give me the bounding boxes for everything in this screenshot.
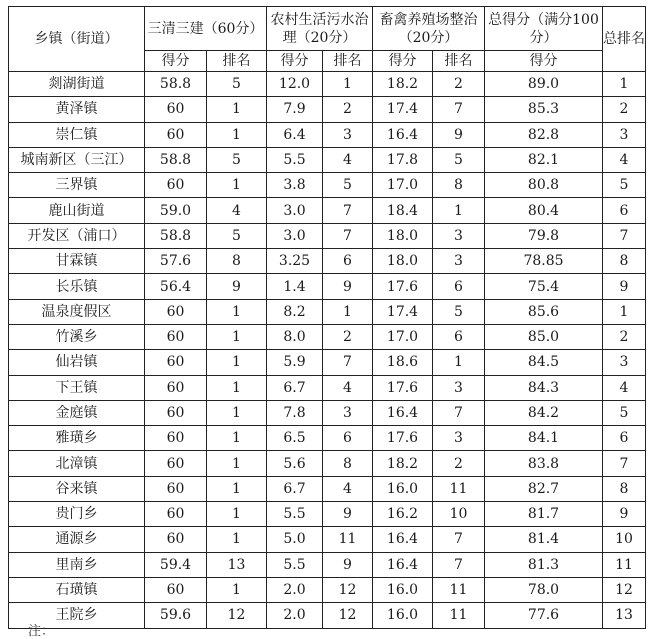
cell-total-score: 81.3 <box>485 552 603 577</box>
cell-sewage-rank: 1 <box>323 299 373 324</box>
cell-sewage-rank: 4 <box>323 476 373 501</box>
cell-livestock-rank: 2 <box>433 72 485 97</box>
table-row <box>9 122 646 147</box>
cell-sewage-score: 7.8 <box>267 400 323 425</box>
cell-livestock-rank: 7 <box>433 527 485 552</box>
cell-sanqing-score: 60 <box>145 527 207 552</box>
cell-sewage-rank: 9 <box>323 274 373 299</box>
cell-overall-rank: 4 <box>603 375 646 400</box>
header-overall-rank: 总排名 <box>603 7 646 72</box>
cell-livestock-rank: 10 <box>433 502 485 527</box>
cell-livestock-score: 16.4 <box>373 552 433 577</box>
cell-sanqing-rank: 12 <box>207 603 267 628</box>
cell-livestock-score: 16.4 <box>373 400 433 425</box>
cell-sewage-score: 5.9 <box>267 350 323 375</box>
cell-sanqing-rank: 1 <box>207 476 267 501</box>
table-row <box>9 72 646 97</box>
cell-overall-rank: 5 <box>603 173 646 198</box>
cell-sewage-score: 8.2 <box>267 299 323 324</box>
cell-overall-rank: 6 <box>603 198 646 223</box>
cell-total-score: 84.3 <box>485 375 603 400</box>
cell-sanqing-rank: 5 <box>207 72 267 97</box>
cell-livestock-score: 18.0 <box>373 223 433 248</box>
cell-livestock-score: 18.0 <box>373 249 433 274</box>
cell-sanqing-score: 60 <box>145 350 207 375</box>
cell-sanqing-rank: 1 <box>207 577 267 602</box>
cell-sanqing-score: 58.8 <box>145 147 207 172</box>
cell-sewage-score: 3.0 <box>267 198 323 223</box>
table-row <box>9 400 646 425</box>
cell-total-score: 84.5 <box>485 350 603 375</box>
cell-sewage-score: 3.8 <box>267 173 323 198</box>
cell-livestock-score: 16.0 <box>373 577 433 602</box>
cell-sewage-score: 12.0 <box>267 72 323 97</box>
cell-overall-rank: 9 <box>603 502 646 527</box>
cell-town: 谷来镇 <box>9 476 145 501</box>
cell-total-score: 84.2 <box>485 400 603 425</box>
cell-sanqing-score: 60 <box>145 400 207 425</box>
table-row <box>9 451 646 476</box>
cell-town: 下王镇 <box>9 375 145 400</box>
cell-sanqing-rank: 1 <box>207 173 267 198</box>
cell-livestock-score: 16.2 <box>373 502 433 527</box>
table-row <box>9 476 646 501</box>
cell-total-score: 78.85 <box>485 249 603 274</box>
table-row <box>9 147 646 172</box>
cell-livestock-rank: 6 <box>433 274 485 299</box>
cell-sanqing-rank: 8 <box>207 249 267 274</box>
cell-total-score: 89.0 <box>485 72 603 97</box>
cell-sanqing-score: 60 <box>145 426 207 451</box>
cell-livestock-score: 17.6 <box>373 375 433 400</box>
cell-total-score: 79.8 <box>485 223 603 248</box>
cell-sewage-score: 7.9 <box>267 97 323 122</box>
header-group-total: 总得分（满分100分） <box>485 7 603 51</box>
cell-sanqing-rank: 13 <box>207 552 267 577</box>
table-row <box>9 198 646 223</box>
cell-livestock-rank: 11 <box>433 603 485 628</box>
cell-sewage-rank: 3 <box>323 122 373 147</box>
table-body <box>9 72 646 629</box>
cell-overall-rank: 2 <box>603 97 646 122</box>
cell-sanqing-score: 60 <box>145 299 207 324</box>
cell-town: 仙岩镇 <box>9 350 145 375</box>
cell-sanqing-score: 58.8 <box>145 223 207 248</box>
cell-sanqing-score: 59.0 <box>145 198 207 223</box>
cell-sewage-rank: 2 <box>323 324 373 349</box>
cell-livestock-rank: 3 <box>433 375 485 400</box>
cell-livestock-rank: 6 <box>433 324 485 349</box>
cell-sanqing-score: 60 <box>145 577 207 602</box>
cell-sanqing-score: 59.4 <box>145 552 207 577</box>
cell-sewage-score: 6.5 <box>267 426 323 451</box>
cell-sewage-rank: 6 <box>323 249 373 274</box>
cell-total-score: 83.8 <box>485 451 603 476</box>
cell-overall-rank: 1 <box>603 299 646 324</box>
table-row <box>9 173 646 198</box>
cell-livestock-score: 17.4 <box>373 299 433 324</box>
cell-total-score: 85.6 <box>485 299 603 324</box>
cell-livestock-score: 16.0 <box>373 476 433 501</box>
cell-overall-rank: 8 <box>603 476 646 501</box>
cell-town: 王院乡 <box>9 603 145 628</box>
cell-sanqing-score: 60 <box>145 324 207 349</box>
cell-town: 崇仁镇 <box>9 122 145 147</box>
cell-sanqing-score: 56.4 <box>145 274 207 299</box>
cell-sewage-rank: 4 <box>323 147 373 172</box>
cell-overall-rank: 6 <box>603 426 646 451</box>
cell-sanqing-score: 58.8 <box>145 72 207 97</box>
cell-sewage-score: 8.0 <box>267 324 323 349</box>
cell-sewage-rank: 8 <box>323 451 373 476</box>
cell-overall-rank: 5 <box>603 400 646 425</box>
cell-livestock-rank: 5 <box>433 299 485 324</box>
cell-sanqing-score: 57.6 <box>145 249 207 274</box>
cell-sewage-score: 6.7 <box>267 375 323 400</box>
table-row <box>9 249 646 274</box>
cell-sewage-rank: 5 <box>323 173 373 198</box>
cell-sewage-score: 3.25 <box>267 249 323 274</box>
cell-sewage-rank: 2 <box>323 97 373 122</box>
cell-total-score: 82.7 <box>485 476 603 501</box>
cell-sanqing-rank: 1 <box>207 451 267 476</box>
cell-livestock-score: 16.0 <box>373 603 433 628</box>
cell-sanqing-score: 60 <box>145 375 207 400</box>
cell-sanqing-rank: 1 <box>207 527 267 552</box>
cell-livestock-score: 18.4 <box>373 198 433 223</box>
cell-sanqing-score: 59.6 <box>145 603 207 628</box>
cell-overall-rank: 3 <box>603 122 646 147</box>
cell-livestock-rank: 11 <box>433 476 485 501</box>
header-group-livestock: 畜禽养殖场整治（20分） <box>373 7 485 51</box>
cell-total-score: 81.7 <box>485 502 603 527</box>
cell-livestock-score: 17.6 <box>373 274 433 299</box>
cell-sanqing-score: 60 <box>145 451 207 476</box>
cell-town: 城南新区（三江） <box>9 147 145 172</box>
cell-town: 贵门乡 <box>9 502 145 527</box>
subheader-score: 得分 <box>485 51 603 72</box>
score-table <box>8 6 646 629</box>
cell-livestock-rank: 3 <box>433 249 485 274</box>
score-table-container <box>8 6 646 629</box>
cell-overall-rank: 3 <box>603 350 646 375</box>
cell-livestock-rank: 9 <box>433 122 485 147</box>
table-row <box>9 502 646 527</box>
table-row <box>9 577 646 602</box>
cell-sanqing-rank: 1 <box>207 350 267 375</box>
subheader-rank: 排名 <box>433 51 485 72</box>
cell-livestock-score: 17.6 <box>373 426 433 451</box>
cell-overall-rank: 8 <box>603 249 646 274</box>
cell-sanqing-rank: 1 <box>207 400 267 425</box>
subheader-rank: 排名 <box>323 51 373 72</box>
cell-sanqing-rank: 1 <box>207 375 267 400</box>
cell-sewage-rank: 9 <box>323 552 373 577</box>
cell-sanqing-rank: 1 <box>207 122 267 147</box>
cell-total-score: 82.1 <box>485 147 603 172</box>
cell-sanqing-score: 60 <box>145 476 207 501</box>
cell-overall-rank: 12 <box>603 577 646 602</box>
cell-sewage-rank: 12 <box>323 603 373 628</box>
cell-sewage-rank: 4 <box>323 375 373 400</box>
cell-livestock-rank: 5 <box>433 147 485 172</box>
cell-sewage-score: 5.6 <box>267 451 323 476</box>
cell-livestock-rank: 8 <box>433 173 485 198</box>
cell-town: 开发区（浦口） <box>9 223 145 248</box>
cell-sewage-rank: 7 <box>323 198 373 223</box>
cell-livestock-score: 17.8 <box>373 147 433 172</box>
cell-total-score: 81.4 <box>485 527 603 552</box>
cell-overall-rank: 4 <box>603 147 646 172</box>
cell-town: 黄泽镇 <box>9 97 145 122</box>
cell-sanqing-score: 60 <box>145 502 207 527</box>
cell-livestock-rank: 2 <box>433 451 485 476</box>
cell-sewage-score: 1.4 <box>267 274 323 299</box>
header-group-sewage: 农村生活污水治理（20分） <box>267 7 373 51</box>
cell-livestock-rank: 7 <box>433 552 485 577</box>
subheader-score: 得分 <box>267 51 323 72</box>
cell-sanqing-rank: 5 <box>207 147 267 172</box>
cell-sanqing-rank: 1 <box>207 97 267 122</box>
cell-town: 鹿山街道 <box>9 198 145 223</box>
cell-livestock-score: 16.4 <box>373 122 433 147</box>
header-town: 乡镇（街道） <box>9 7 145 72</box>
cell-livestock-rank: 1 <box>433 198 485 223</box>
cell-total-score: 84.1 <box>485 426 603 451</box>
cell-overall-rank: 10 <box>603 527 646 552</box>
cell-total-score: 80.4 <box>485 198 603 223</box>
cell-livestock-score: 17.0 <box>373 324 433 349</box>
cell-sewage-score: 5.5 <box>267 552 323 577</box>
cell-sanqing-rank: 1 <box>207 502 267 527</box>
cell-total-score: 85.0 <box>485 324 603 349</box>
table-note: 注： <box>28 624 55 639</box>
cell-town: 雅璜乡 <box>9 426 145 451</box>
table-row <box>9 274 646 299</box>
cell-sewage-score: 5.0 <box>267 527 323 552</box>
cell-livestock-score: 18.2 <box>373 451 433 476</box>
cell-sanqing-rank: 1 <box>207 299 267 324</box>
cell-overall-rank: 1 <box>603 72 646 97</box>
cell-livestock-score: 18.6 <box>373 350 433 375</box>
table-row <box>9 299 646 324</box>
cell-sewage-score: 2.0 <box>267 577 323 602</box>
subheader-score: 得分 <box>145 51 207 72</box>
cell-sewage-rank: 11 <box>323 527 373 552</box>
cell-sewage-rank: 3 <box>323 400 373 425</box>
cell-sewage-rank: 12 <box>323 577 373 602</box>
cell-sanqing-rank: 9 <box>207 274 267 299</box>
cell-total-score: 85.3 <box>485 97 603 122</box>
cell-town: 温泉度假区 <box>9 299 145 324</box>
table-row <box>9 223 646 248</box>
cell-livestock-score: 17.4 <box>373 97 433 122</box>
cell-livestock-score: 17.0 <box>373 173 433 198</box>
subheader-rank: 排名 <box>207 51 267 72</box>
cell-livestock-rank: 3 <box>433 223 485 248</box>
cell-livestock-rank: 7 <box>433 97 485 122</box>
cell-town: 甘霖镇 <box>9 249 145 274</box>
cell-total-score: 77.6 <box>485 603 603 628</box>
table-row <box>9 426 646 451</box>
cell-sewage-score: 2.0 <box>267 603 323 628</box>
cell-overall-rank: 7 <box>603 451 646 476</box>
table-row <box>9 324 646 349</box>
cell-town: 长乐镇 <box>9 274 145 299</box>
cell-total-score: 80.8 <box>485 173 603 198</box>
cell-livestock-rank: 7 <box>433 400 485 425</box>
cell-town: 竹溪乡 <box>9 324 145 349</box>
cell-sewage-score: 3.0 <box>267 223 323 248</box>
table-row <box>9 375 646 400</box>
cell-sewage-score: 6.7 <box>267 476 323 501</box>
table-row <box>9 552 646 577</box>
cell-livestock-score: 16.4 <box>373 527 433 552</box>
cell-sanqing-rank: 1 <box>207 324 267 349</box>
cell-livestock-rank: 11 <box>433 577 485 602</box>
cell-overall-rank: 2 <box>603 324 646 349</box>
cell-sewage-score: 5.5 <box>267 502 323 527</box>
cell-sanqing-score: 60 <box>145 122 207 147</box>
cell-sewage-rank: 7 <box>323 350 373 375</box>
cell-total-score: 75.4 <box>485 274 603 299</box>
cell-sewage-score: 5.5 <box>267 147 323 172</box>
cell-sanqing-score: 60 <box>145 97 207 122</box>
cell-sanqing-rank: 1 <box>207 426 267 451</box>
cell-overall-rank: 13 <box>603 603 646 628</box>
table-row <box>9 97 646 122</box>
table-row <box>9 350 646 375</box>
cell-sewage-score: 6.4 <box>267 122 323 147</box>
cell-town: 里南乡 <box>9 552 145 577</box>
cell-sewage-rank: 9 <box>323 502 373 527</box>
cell-sewage-rank: 7 <box>323 223 373 248</box>
cell-town: 北漳镇 <box>9 451 145 476</box>
cell-overall-rank: 9 <box>603 274 646 299</box>
cell-town: 剡湖街道 <box>9 72 145 97</box>
cell-total-score: 78.0 <box>485 577 603 602</box>
cell-sanqing-rank: 4 <box>207 198 267 223</box>
cell-town: 金庭镇 <box>9 400 145 425</box>
cell-livestock-rank: 1 <box>433 350 485 375</box>
cell-sewage-rank: 6 <box>323 426 373 451</box>
cell-total-score: 82.8 <box>485 122 603 147</box>
cell-overall-rank: 7 <box>603 223 646 248</box>
header-group-sanqing: 三清三建（60分） <box>145 7 267 51</box>
table-row <box>9 527 646 552</box>
cell-sanqing-rank: 5 <box>207 223 267 248</box>
subheader-score: 得分 <box>373 51 433 72</box>
cell-sewage-rank: 1 <box>323 72 373 97</box>
table-row <box>9 603 646 628</box>
cell-town: 石璜镇 <box>9 577 145 602</box>
cell-town: 通源乡 <box>9 527 145 552</box>
cell-sanqing-score: 60 <box>145 173 207 198</box>
cell-livestock-rank: 3 <box>433 426 485 451</box>
cell-overall-rank: 11 <box>603 552 646 577</box>
cell-livestock-score: 18.2 <box>373 72 433 97</box>
cell-town: 三界镇 <box>9 173 145 198</box>
